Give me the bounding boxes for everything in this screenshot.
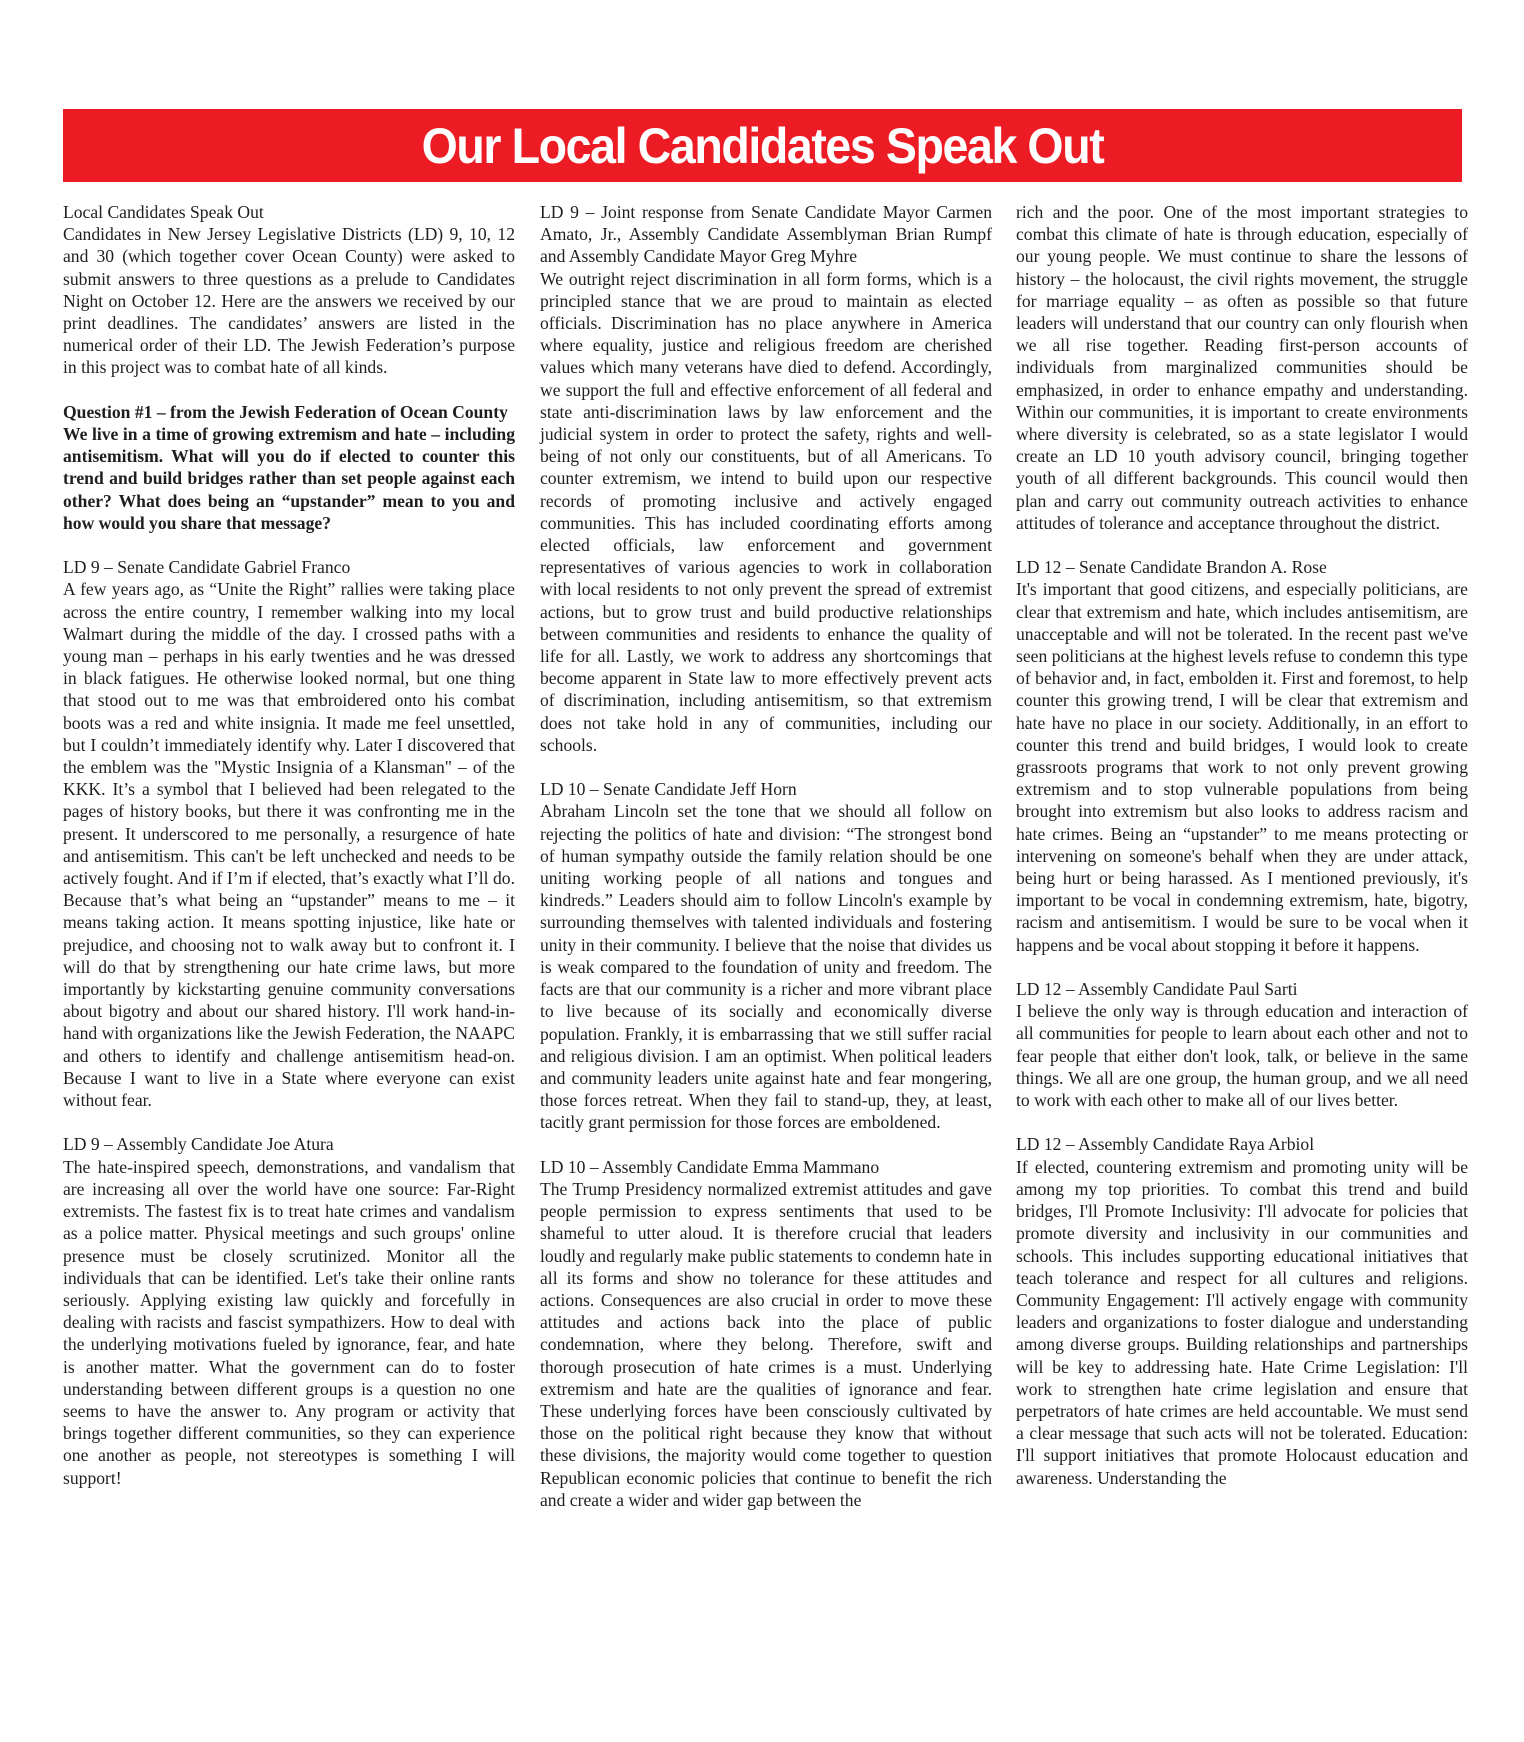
response-body: If elected, countering extremism and promoting unity will be among my top priorities. To combat this trend and build bridges, I'll Promote Inclusivity: I'll advocate for policies that promote diversity and inclusivity in our communities and schools. This includes supporting educational initiatives that teach tolerance and respect for all cultures and religions. Community Engagement: I'll actively engage with community leaders and organizations to foster dialogue and understanding among diverse groups. Building relationships and partnerships will be key to addressing hate. Hate Crime Legislation: I'll work to strengthen hate crime legislation and ensure that perpetrators of hate crimes are held accountable. We must send a clear message that such acts will not be tolerated. Education: I'll support initiatives that promote Holocaust education and awareness. Understanding the: [1016, 1156, 1468, 1488]
response-joint-ld9: [540, 201, 992, 756]
question-text: We live in a time of growing extremism and hate – including antisemitism. What will you do if elected to counter this trend and build bridges rather than set people against each other? What does being an “upstander” mean to you and how would you share that message?: [63, 424, 515, 533]
intro-heading: Local Candidates Speak Out: [63, 202, 264, 222]
response-body-part-2: rich and the poor. One of the most important strategies to combat this climate of hate is through education, especially of our young people. We must continue to share the lessons of history – the holocaust, the civil rights movement, the struggle for marriage equality – as often as possible so that future leaders will understand that our country can only flourish when we all rise together. Reading first-person accounts of individuals from marginalized communities should be emphasized, in order to enhance empathy and understanding. Within our communities, it is important to create environments where diversity is celebrated, so as a state legislator I would create an LD 10 youth advisory council, bringing together youth of all different backgrounds. This council would then plan and carry out community outreach activities to enhance attitudes of tolerance and acceptance throughout the district.: [1016, 202, 1468, 533]
response-horn: [540, 778, 992, 1133]
response-mammano-continued: [1016, 201, 1468, 534]
response-body: Abraham Lincoln set the tone that we should all follow on rejecting the politics of hate and division: “The strongest bond of human sympathy outside the family relation should be one uniting working people of all nations and tongues and kindreds.” Leaders should aim to follow Lincoln's example by surrounding themselves with talented individuals and fostering unity in their community. I believe that the noise that divides us is weak compared to the foundation of unity and freedom. The facts are that our community is a richer and more vibrant place to live because of its socially and economically diverse population. Frankly, it is embarrassing that we still suffer racial and religious division. I am an optimist. When political leaders and community leaders unite against hate and fear mongering, those forces retreat. When they fail to stand-up, they, at least, tacitly grant permission for those forces are emboldened.: [540, 801, 992, 1133]
response-sarti: [1016, 978, 1468, 1111]
response-franco: [63, 556, 515, 1111]
intro-body: Candidates in New Jersey Legislative Districts (LD) 9, 10, 12 and 30 (which together cover Ocean County) were asked to submit answers to three questions as a prelude to Candidates Night on October 12. Here are the answers we received by our print deadlines. The candidates’ answers are listed in the numerical order of their LD. The Jewish Federation’s purpose in this project was to combat hate of all kinds.: [63, 224, 515, 378]
response-body: A few years ago, as “Unite the Right” rallies were taking place across the entire country, I remember walking into my local Walmart during the middle of the day. I crossed paths with a young man – perhaps in his early twenties and he was dressed in black fatigues. He otherwise looked normal, but one thing that stood out to me was that embroidered onto his combat boots was a red and white insignia. It made me feel unsettled, but I couldn’t immediately identify why. Later I discovered that the emblem was the "Mystic Insignia of a Klansman" – of the KKK. It’s a symbol that I believed had been relegated to the pages of history books, but there it was confronting me in the present. It underscored to me personally, a resurgence of hate and antisemitism. This can't be left unchecked and needs to be actively fought. And if I’m if elected, that’s exactly what I’ll do. Because that’s what being an “upstander” means to me – it means taking action. It means spotting injustice, like hate or prejudice, and choosing not to walk away but to confront it. I will do that by strengthening our hate crime laws, but more importantly by kickstarting genuine community conversations about bigotry and about our shared history. I'll work hand-in-hand with organizations like the Jewish Federation, the NAAPC and others to identify and challenge antisemitism head-on. Because I want to live in a State where everyone can exist without fear.: [63, 579, 515, 1111]
page-title: Our Local Candidates Speak Out: [421, 117, 1104, 174]
page-banner: [63, 109, 1462, 182]
response-body-part-1: The Trump Presidency normalized extremist attitudes and gave people permission to express sentiments that used to be shameful to utter aloud. It is therefore crucial that leaders loudly and regularly make public statements to condemn hate in all its forms and show no tolerance for these attitudes and actions. Consequences are also crucial in order to move these attitudes and actions back into the place of public condemnation, where they belong. Therefore, swift and thorough prosecution of hate crimes is a must. Underlying extremism and hate are the qualities of ignorance and fear. These underlying forces have been consciously cultivated by those on the political right because they know that without these divisions, the majority would come together to question Republican economic policies that continue to benefit the rich and create a wider and wider gap between the: [540, 1178, 992, 1510]
question-section: [63, 401, 515, 534]
response-heading: LD 10 – Senate Candidate Jeff Horn: [540, 779, 797, 800]
response-heading: LD 12 – Assembly Candidate Raya Arbiol: [1016, 1134, 1315, 1155]
response-body: We outright reject discrimination in all form forms, which is a principled stance that we are proud to maintain as elected officials. Discrimination has no place anywhere in America where equality, justice and religious freedom are cherished values which many veterans have died to defend. Accordingly, we support the full and effective enforcement of all federal and state anti-discrimination laws by law enforcement and the judicial system in order to protect the safety, rights and well-being of not only our constituents, but of all Americans. To counter extremism, we intend to build upon our respective records of promoting inclusive and actively engaged communities. This has included coordinating efforts among elected officials, law enforcement and government representatives of various agencies to work in collaboration with local residents to not only prevent the spread of extremist actions, but to grow trust and build productive relationships between communities and residents to enhance the quality of life for all. Lastly, we work to address any shortcomings that become apparent in State law to more effectively prevent acts of discrimination, including antisemitism, so that extremism does not take hold in any of communities, including our schools.: [540, 268, 992, 755]
response-heading: LD 12 – Assembly Candidate Paul Sarti: [1016, 979, 1298, 1000]
article-column-3: [1016, 201, 1468, 1489]
response-atura: [63, 1133, 515, 1488]
intro-section: [63, 201, 515, 379]
response-heading: LD 9 – Joint response from Senate Candidate Mayor Carmen Amato, Jr., Assembly Candidate Assemblyman Brian Rumpf and Assembly Candidate Mayor Greg Myhre: [540, 202, 992, 267]
article-column-1: [63, 201, 515, 1489]
response-heading: LD 12 – Senate Candidate Brandon A. Rose: [1016, 557, 1327, 578]
response-body: The hate-inspired speech, demonstrations, and vandalism that are increasing all over the world have one source: Far-Right extremists. The fastest fix is to treat hate crimes and vandalism as a police matter. Physical meetings and such groups' online presence must be closely scrutinized. Monitor all the individuals that can be identified. Let's take their online rants seriously. Applying existing law quickly and forcefully in dealing with racists and fascist sympathizers. How to deal with the underlying motivations fueled by ignorance, fear, and hate is another matter. What the government can do to foster understanding between different groups is a question no one seems to have the answer to. Any program or activity that brings together different communities, so they can experience one another as people, not stereotypes is something I will support!: [63, 1156, 515, 1488]
question-title: Question #1 – from the Jewish Federation of Ocean County: [63, 401, 508, 422]
response-body: It's important that good citizens, and especially politicians, are clear that extremism and hate, which includes antisemitism, are unacceptable and will not be tolerated. In the recent past we've seen politicians at the highest levels refuse to condemn this type of behavior and, in fact, embolden it. First and foremost, to help counter this growing trend, I will be clear that extremism and hate have no place in our society. Additionally, in an effort to counter this trend and build bridges, I would look to create grassroots programs that work to not only prevent growing extremism and to stop vulnerable populations from being brought into extremism but also looks to address racism and hate crimes. Being an “upstander” to me means protecting or intervening on someone's behalf when they are under attack, being hurt or being harassed. As I mentioned previously, it's important to be vocal in condemning extremism, hate, bigotry, racism and antisemitism. I would be sure to be vocal when it happens and be vocal about stopping it before it happens.: [1016, 579, 1468, 955]
article-column-2: [540, 201, 992, 1511]
response-heading: LD 9 – Assembly Candidate Joe Atura: [63, 1134, 334, 1155]
response-heading: LD 9 – Senate Candidate Gabriel Franco: [63, 557, 351, 578]
response-rose: [1016, 556, 1468, 956]
response-mammano: [540, 1156, 992, 1511]
response-heading: LD 10 – Assembly Candidate Emma Mammano: [540, 1156, 880, 1177]
response-arbiol: [1016, 1133, 1468, 1488]
response-body: I believe the only way is through education and interaction of all communities for people to learn about each other and not to fear people that either don't look, talk, or believe in the same things. We all are one group, the human group, and we all need to work with each other to make all of our lives better.: [1016, 1001, 1468, 1111]
